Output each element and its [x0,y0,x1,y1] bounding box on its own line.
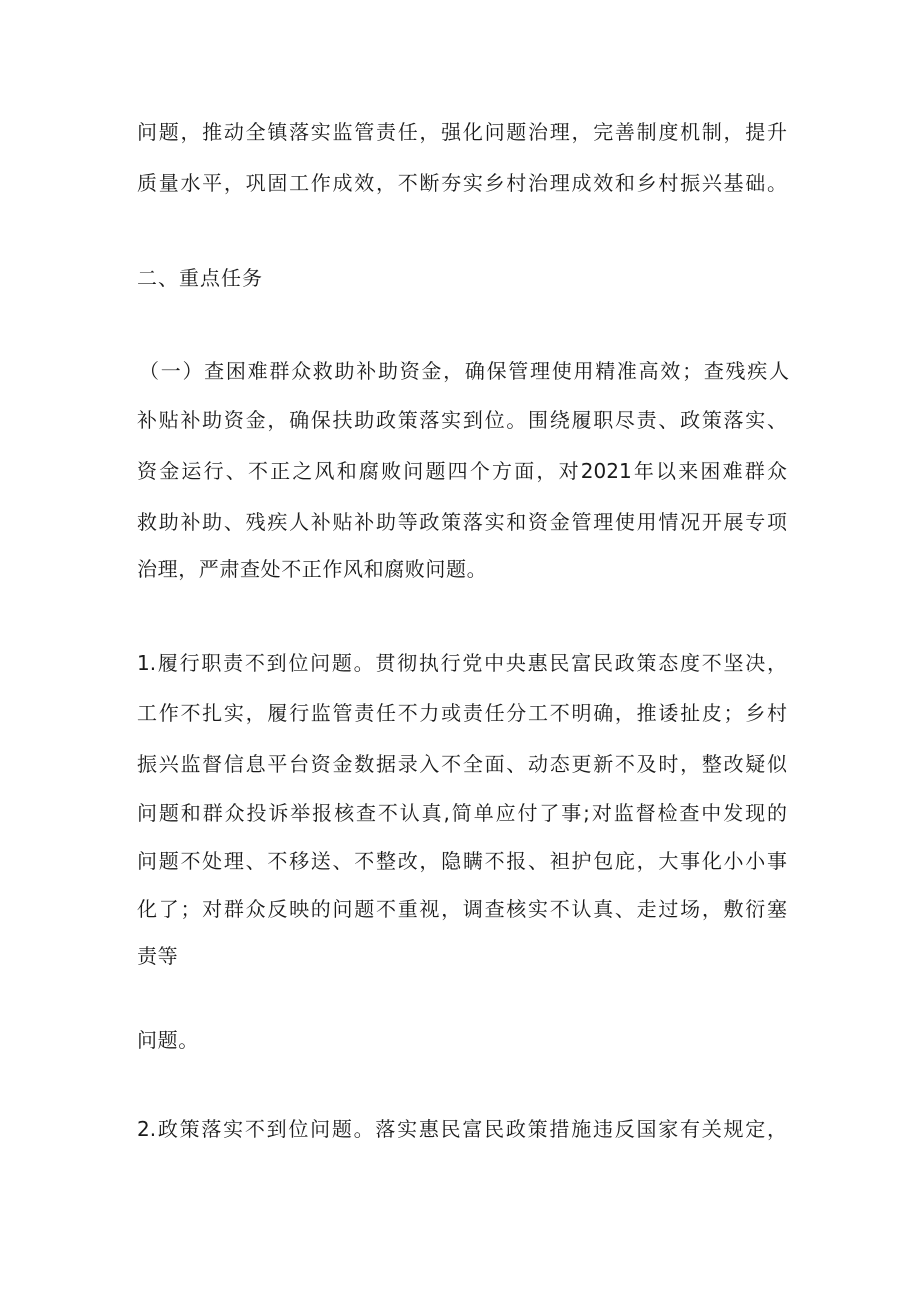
body-text-line: 振兴监督信息平台资金数据录入不全面、动态更新不及时，整改疑似 [137,752,787,776]
body-text-line: 资金运行、不正之风和腐败问题四个方面，对2021年以来困难群众 [137,459,787,483]
body-text-line: 治理，严肃查处不正作风和腐败问题。 [137,557,488,581]
body-text-line: 2.政策落实不到位问题。落实惠民富民政策措施违反国家有关规定， [137,1117,787,1141]
body-text-line: 问题不处理、不移送、不整改，隐瞒不报、袒护包庇，大事化小小事 [137,849,787,873]
section-heading: 二、重点任务 [137,266,263,290]
body-text-line: （一）查困难群众救助补助资金，确保管理使用精准高效；查残疾人 [139,359,789,383]
body-text-line: 工作不扎实，履行监管责任不力或责任分工不明确，推诿扯皮；乡村 [137,701,787,725]
body-text-line: 问题，推动全镇落实监管责任，强化问题治理，完善制度机制，提升 [137,120,787,144]
body-text-line: 问题和群众投诉举报核查不认真,简单应付了事;对监督检查中发现的 [137,801,787,825]
body-text-line: 责等 [137,944,179,968]
body-text-line: 质量水平，巩固工作成效，不断夯实乡村治理成效和乡村振兴基础。 [137,171,787,195]
body-text-line: 补贴补助资金，确保扶助政策落实到位。围绕履职尽责、政策落实、 [137,408,787,432]
body-text-line: 问题。 [137,1028,199,1052]
body-text-line: 救助补助、残疾人补贴补助等政策落实和资金管理使用情况开展专项 [137,510,787,534]
body-text-line: 1.履行职责不到位问题。贯彻执行党中央惠民富民政策态度不坚决， [137,651,787,675]
body-text-line: 化了；对群众反映的问题不重视，调查核实不认真、走过场，敷衍塞 [137,897,787,921]
